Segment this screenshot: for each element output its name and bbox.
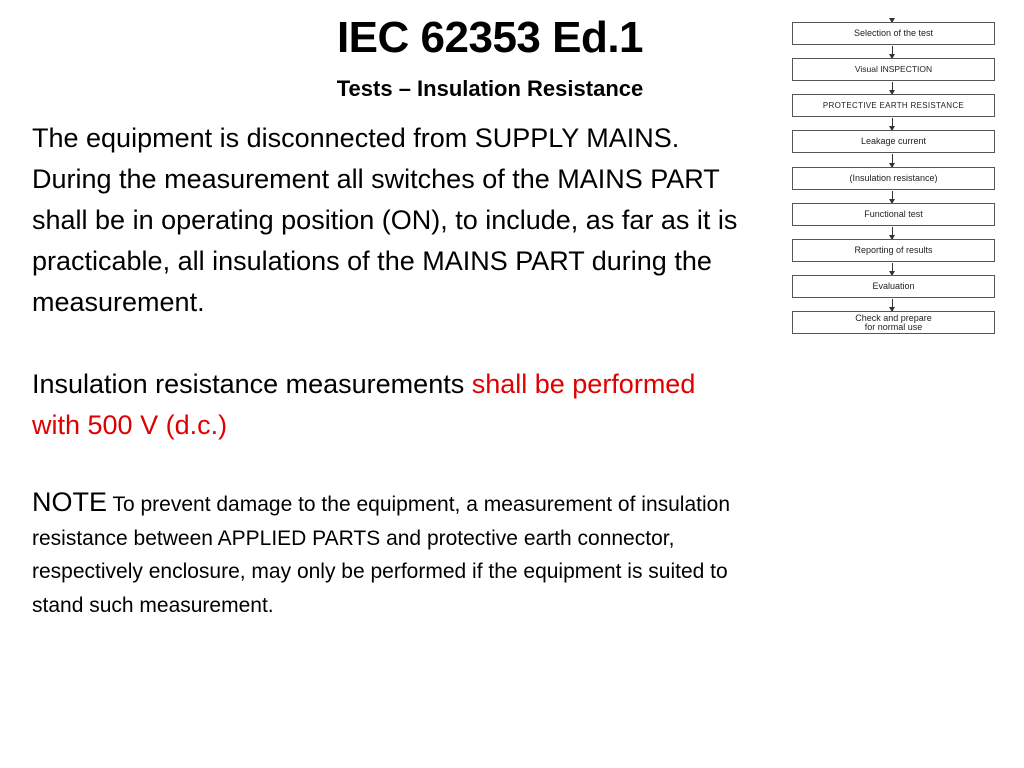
flow-step-label: (Insulation resistance) [849,173,938,183]
spacer [32,446,747,487]
flow-step-label: Functional test [864,209,923,219]
flow-arrow [892,299,893,311]
note-text: To prevent damage to the equipment, a measurement of insulation resistance between APPLIED PARTS and protective earth connector, respectively enclosure, may only be performed if the equipment is suited to stand such measurement. [32,493,731,617]
flow-step-reporting [792,239,995,262]
flow-step-label: Visual INSPECTION [854,64,933,74]
flow-step-label: PROTECTIVE EARTH RESISTANCE [822,101,965,110]
flow-step-label: Evaluation [872,281,915,291]
paragraph-disconnected: The equipment is disconnected from SUPPLY MAINS. [32,123,680,153]
flow-step-label: for normal use [864,321,923,332]
flow-arrow [892,263,893,275]
paragraph-note [32,487,747,621]
flow-step-check-prepare [792,311,995,334]
test-sequence-flowchart [792,20,995,340]
paragraph-test-voltage [32,364,747,446]
flow-step-visual-inspection [792,58,995,81]
flow-step-label: Selection of the test [853,28,934,38]
flow-arrow [892,46,893,58]
flow-step-label: Leakage current [860,136,927,146]
flow-arrow [892,154,893,167]
flow-step-evaluation [792,275,995,298]
slide-title: IEC 62353 Ed.1 [336,13,644,62]
flow-step-label: Reporting of results [854,245,933,255]
flow-arrow [892,82,893,94]
flow-step-protective-earth [792,94,995,117]
flow-step-functional-test [792,203,995,226]
test-voltage-highlight: shall be performed with 500 V (d.c.) [32,369,696,440]
flow-arrow [892,118,893,130]
flow-step-insulation-resistance [792,167,995,190]
flow-step-leakage-current [792,130,995,153]
paragraph-switches: During the measurement all switches of the MAINS PART shall be in operating position (ON), to include, as far as it is practicable, all insulations of the MAINS PART during the measurement. [32,164,738,317]
slide-body [32,118,747,621]
note-label: NOTE [32,487,108,517]
slide-subtitle: Tests – Insulation Resistance [336,76,644,101]
flow-arrow [892,227,893,239]
flow-step-label: Check and prepare [855,312,932,323]
flow-step-selection [792,22,995,45]
test-voltage-text: Insulation resistance measurements [32,369,472,399]
flow-arrow [892,191,893,203]
spacer [32,323,747,364]
